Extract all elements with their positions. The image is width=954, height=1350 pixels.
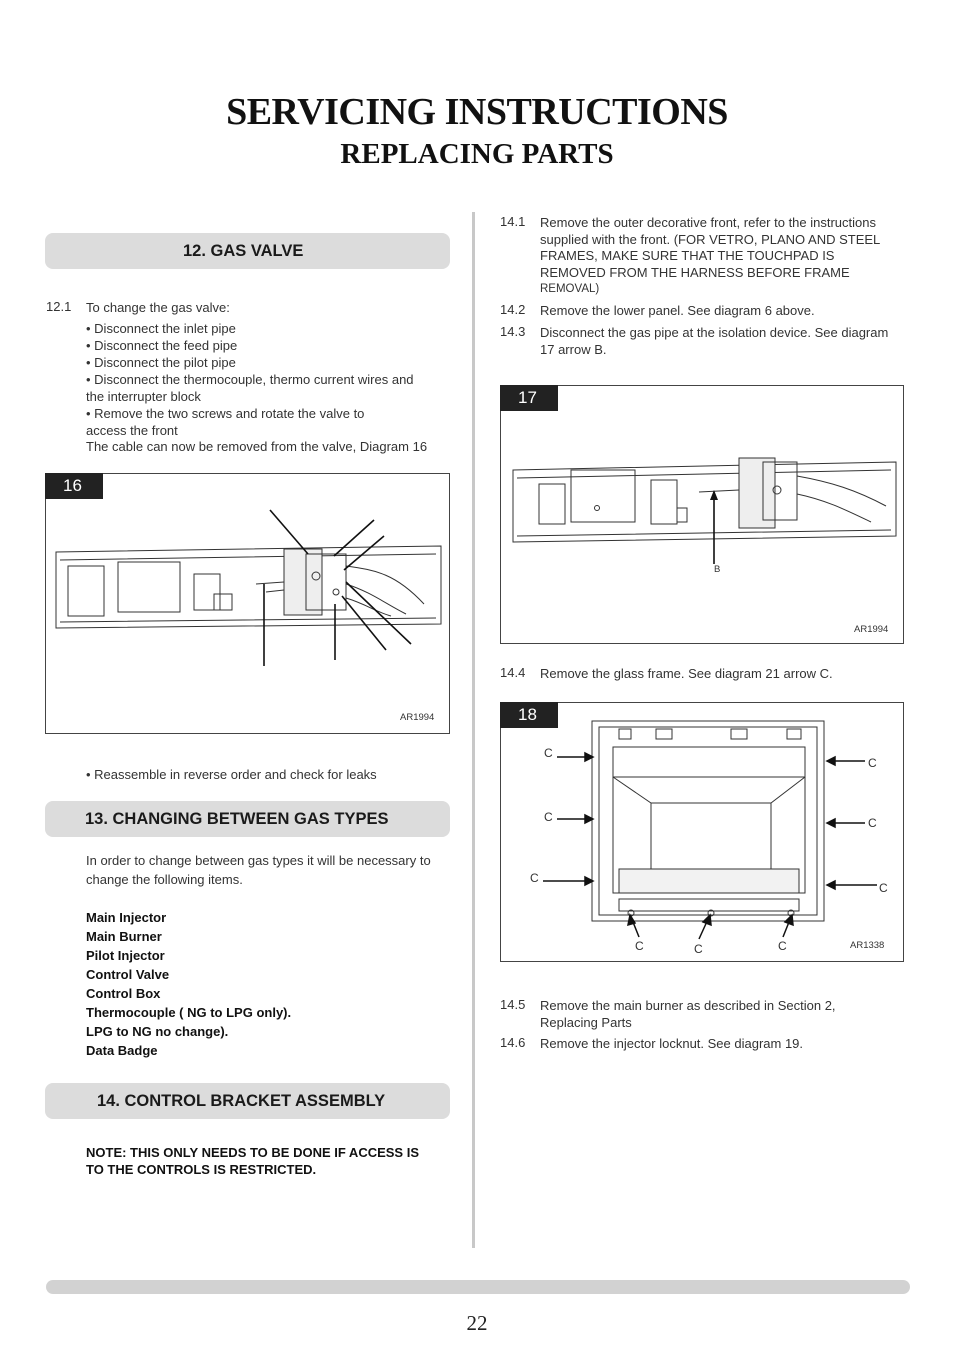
bullet-line: • Disconnect the feed pipe <box>86 338 238 353</box>
arrow-label-c: C <box>544 746 553 760</box>
arrow-label-c: C <box>868 816 877 830</box>
page-subtitle: REPLACING PARTS <box>340 138 614 170</box>
diagram-number-badge: 18 <box>500 702 558 728</box>
part-item: Data Badge <box>86 1043 158 1058</box>
step-number: 14.5 <box>500 997 526 1012</box>
bullet-line: • Disconnect the inlet pipe <box>86 321 236 336</box>
isolation-device-illustration <box>501 386 903 643</box>
part-item: Control Valve <box>86 967 170 982</box>
step-line: Replacing Parts <box>540 1015 632 1030</box>
note-line: NOTE: THIS ONLY NEEDS TO BE DONE IF ACCESS IS <box>86 1145 419 1160</box>
arrow-label-c: C <box>635 939 644 953</box>
page-title: SERVICING INSTRUCTIONS <box>226 91 728 133</box>
step-number: 14.1 <box>500 214 526 229</box>
diagram-reference: AR1994 <box>400 712 435 723</box>
bullet-line: • Reassemble in reverse order and check for leaks <box>86 767 377 782</box>
footer-bar <box>46 1280 910 1294</box>
step-number: 14.2 <box>500 302 526 317</box>
section-heading-gas-types: 13. CHANGING BETWEEN GAS TYPES <box>45 801 450 837</box>
arrow-label-c: C <box>530 871 539 885</box>
step-line: 17 arrow B. <box>540 342 607 357</box>
step-line: Remove the glass frame. See diagram 21 arrow C. <box>540 666 833 681</box>
section-heading-control-bracket: 14. CONTROL BRACKET ASSEMBLY <box>45 1083 450 1119</box>
gas-valve-illustration <box>46 474 449 733</box>
step-number: 14.4 <box>500 665 526 680</box>
step-number: 14.3 <box>500 324 526 339</box>
note-line: TO THE CONTROLS IS RESTRICTED. <box>86 1162 317 1177</box>
step-line: Disconnect the gas pipe at the isolation device. See diagram <box>540 325 889 340</box>
step-line: REMOVAL) <box>540 283 600 295</box>
diagram-number-badge: 16 <box>45 473 103 499</box>
column-divider <box>472 212 475 1248</box>
part-item: Control Box <box>86 986 161 1001</box>
part-item: Main Burner <box>86 929 162 944</box>
step-number: 12.1 <box>46 299 72 314</box>
diagram-16 <box>45 473 450 734</box>
bullet-line: the interrupter block <box>86 389 201 404</box>
step-line: REMOVED FROM THE HARNESS BEFORE FRAME <box>540 265 850 280</box>
arrow-label-c: C <box>778 939 787 953</box>
bullet-line: access the front <box>86 423 178 438</box>
part-item: Thermocouple ( NG to LPG only). <box>86 1005 292 1020</box>
arrow-label-c: C <box>694 942 703 956</box>
part-item: Main Injector <box>86 910 167 925</box>
page-number: 22 <box>466 1311 488 1335</box>
diagram-18 <box>500 702 904 962</box>
glass-frame-illustration <box>501 703 903 961</box>
step-line: FRAMES, MAKE SURE THAT THE TOUCHPAD IS <box>540 248 835 263</box>
step-line: supplied with the front. (FOR VETRO, PLANO AND STEEL <box>540 232 881 247</box>
step-line: Remove the injector locknut. See diagram 19. <box>540 1036 804 1051</box>
bullet-line: The cable can now be removed from the valve, Diagram 16 <box>86 439 428 454</box>
diagram-reference: AR1338 <box>850 940 885 951</box>
step-line: Remove the outer decorative front, refer to the instructions <box>540 215 877 230</box>
step-line: Remove the main burner as described in Section 2, <box>540 998 836 1013</box>
arrow-label-c: C <box>868 756 877 770</box>
arrow-label-c: C <box>879 881 888 895</box>
arrow-label-c: C <box>544 810 553 824</box>
part-item: LPG to NG no change). <box>86 1024 229 1039</box>
paragraph-line: change the following items. <box>86 872 243 887</box>
step-line: Remove the lower panel. See diagram 6 above. <box>540 303 815 318</box>
section-heading-gas-valve: 12. GAS VALVE <box>45 233 450 269</box>
paragraph-line: In order to change between gas types it will be necessary to <box>86 853 431 868</box>
part-item: Pilot Injector <box>86 948 165 963</box>
diagram-17 <box>500 385 904 644</box>
diagram-number-badge: 17 <box>500 385 558 411</box>
diagram-reference: AR1994 <box>854 624 889 635</box>
arrow-label-b: B <box>714 564 721 575</box>
bullet-line: • Remove the two screws and rotate the valve to <box>86 406 365 421</box>
step-text: To change the gas valve: <box>86 300 230 315</box>
step-number: 14.6 <box>500 1035 526 1050</box>
bullet-line: • Disconnect the pilot pipe <box>86 355 236 370</box>
bullet-line: • Disconnect the thermocouple, thermo current wires and <box>86 372 414 387</box>
